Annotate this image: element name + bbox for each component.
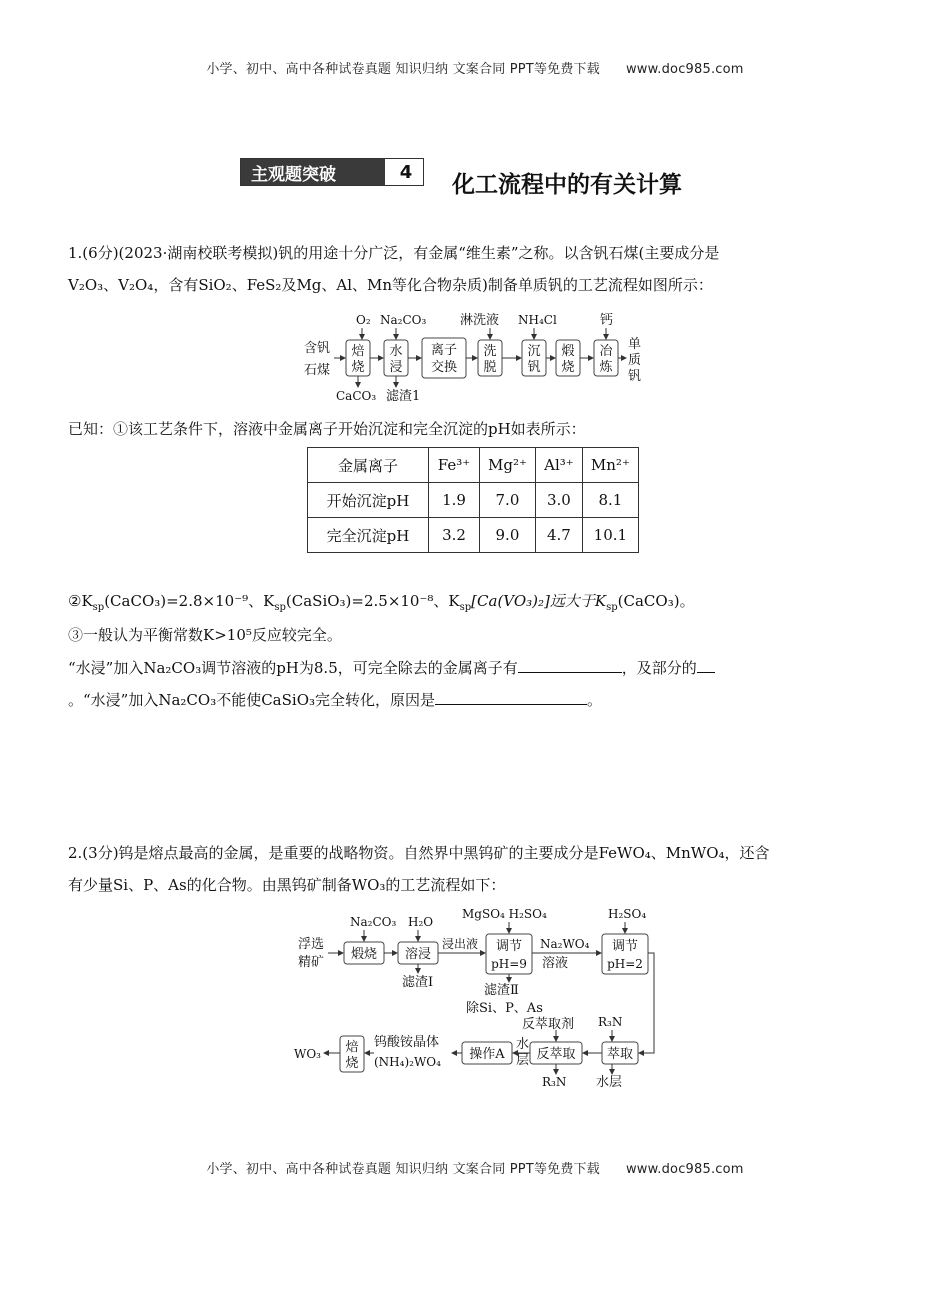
note2-sp: sp — [92, 602, 105, 613]
flow2-input-b: 精矿 — [298, 955, 325, 970]
table-header-row — [308, 448, 639, 483]
flow1-caco3: CaCO₃ — [336, 389, 377, 403]
flow2-water-a: 水 — [516, 1037, 530, 1052]
flow1-input-b: 石煤 — [304, 363, 331, 378]
q1-question-line1 — [68, 653, 888, 684]
table-row — [308, 518, 639, 553]
flow1-step1-b: 烧 — [351, 360, 365, 375]
table-cell: 开始沉淀pH — [308, 483, 429, 518]
flow1-step4-b: 脱 — [483, 360, 497, 375]
flow2-step-adj2b: pH=2 — [607, 957, 643, 971]
q1-question-d: 。 — [587, 691, 603, 709]
table-cell: 7.0 — [480, 483, 536, 518]
answer-blank-1[interactable] — [518, 658, 622, 673]
answer-blank-3[interactable] — [435, 690, 587, 705]
flow1-rinse: 淋洗液 — [460, 313, 500, 328]
table-cell: Mn²⁺ — [582, 448, 638, 483]
q1-question-line2 — [68, 685, 888, 716]
flow2-step-calcine: 煅烧 — [350, 947, 378, 962]
flow1-step6-b: 烧 — [561, 360, 575, 375]
flow1-step7-a: 冶 — [599, 344, 613, 359]
flow2-water-layer: 水层 — [596, 1075, 623, 1090]
flow2-step-adj1a: 调节 — [495, 939, 523, 954]
flow1-output-c: 钒 — [628, 369, 642, 384]
flow1-na2co3: Na₂CO₃ — [380, 313, 427, 327]
page-header — [0, 58, 950, 77]
note2-part-b: (CaCO₃)=2.8×10⁻⁹、K — [104, 592, 275, 610]
flow1-step7-b: 炼 — [599, 360, 613, 375]
note2-part-d: [Ca(VO₃)₂]远大于K — [471, 592, 607, 610]
page-footer — [0, 1158, 950, 1177]
flow2-input-a: 浮选 — [298, 937, 325, 952]
q1-line1: 1.(6分)(2023·湖南校联考模拟)钒的用途十分广泛，有金属“维生素”之称。以含钒石煤(主要成分是 — [68, 244, 720, 262]
q2-line2: 有少量Si、P、As的化合物。由黑钨矿制备WO₃的工艺流程如下： — [68, 876, 506, 894]
flow2-na2co3: Na₂CO₃ — [350, 915, 397, 929]
flow2-step-adj1b: pH=9 — [491, 957, 527, 971]
note2-part-a: ②K — [68, 592, 93, 610]
flow2-na2wo4: Na₂WO₄ — [540, 937, 590, 951]
flow2-back-agent: 反萃取剂 — [522, 1017, 575, 1032]
flow1-output-a: 单 — [628, 337, 642, 352]
q2-line1: 2.(3分)钨是熔点最高的金属，是重要的战略物资。自然界中黑钨矿的主要成分是FeWO₄、MnWO₄，还含 — [68, 844, 770, 862]
note2-part-e: (CaCO₃)。 — [617, 592, 695, 610]
q1-line2: V₂O₃、V₂O₄，含有SiO₂、FeS₂及Mg、Al、Mn等化合物杂质)制备单质钒的工艺流程如图所示： — [68, 276, 713, 294]
flow2-step-backextract: 反萃取 — [536, 1047, 576, 1062]
flow2-step-leach: 溶浸 — [404, 947, 432, 962]
header-text: 小学、初中、高中各种试卷真题 知识归纳 文案合同 PPT等免费下载 — [206, 62, 600, 77]
flow2-crystal: 钨酸铵晶体 — [374, 1035, 440, 1050]
flow1-residue1: 滤渣1 — [386, 389, 421, 404]
flow2-nh4wo4: (NH₄)₂WO₄ — [374, 1055, 441, 1069]
answer-blank-2[interactable] — [697, 658, 715, 673]
table-cell: 8.1 — [582, 483, 638, 518]
table-cell: 9.0 — [480, 518, 536, 553]
note2-part-c: (CaSiO₃)=2.5×10⁻⁸、K — [285, 592, 460, 610]
flow2-r3n-top: R₃N — [598, 1015, 623, 1029]
table-cell: Mg²⁺ — [480, 448, 536, 483]
badge-number: 4 — [389, 159, 423, 185]
section-title — [0, 158, 950, 198]
flow2-residue1: 滤渣Ⅰ — [402, 975, 434, 990]
table-cell: 4.7 — [535, 518, 582, 553]
flow1-step3-a: 离子 — [430, 343, 458, 358]
flow1-step2-b: 浸 — [389, 360, 403, 375]
table-cell: Al³⁺ — [535, 448, 582, 483]
flow2-solution: 溶液 — [542, 956, 569, 971]
flow1-step6-a: 煅 — [561, 344, 575, 359]
badge-label: 主观题突破 — [241, 159, 389, 185]
flow2-step-roast-a: 焙 — [345, 1040, 359, 1055]
q1-known-intro: 已知：①该工艺条件下，溶液中金属离子开始沉淀和完全沉淀的pH如表所示： — [68, 420, 586, 438]
flow1-step4-a: 洗 — [483, 344, 497, 359]
flow1-input-a: 含钒 — [304, 341, 331, 356]
table-cell: 金属离子 — [308, 448, 429, 483]
flow1-step2-a: 水 — [389, 344, 403, 359]
flow2-remove: 除Si、P、As — [466, 1001, 543, 1016]
flow2-step-op-a: 操作A — [469, 1047, 505, 1062]
flow2-h2so4: H₂SO₄ — [608, 907, 647, 921]
flow1-o2: O₂ — [356, 313, 371, 327]
table-row — [308, 483, 639, 518]
flow2-r3n-bottom: R₃N — [542, 1075, 567, 1089]
vanadium-flow-diagram — [300, 308, 650, 408]
table-cell: 1.9 — [429, 483, 480, 518]
flow1-step5-a: 沉 — [527, 344, 541, 359]
flow2-step-extract: 萃取 — [606, 1047, 634, 1062]
footer-site-link[interactable]: www.doc985.com — [625, 1162, 744, 1177]
flow2-residue2: 滤渣Ⅱ — [484, 983, 519, 998]
flow2-mgso4-h2so4: MgSO₄ H₂SO₄ — [462, 907, 547, 921]
footer-text: 小学、初中、高中各种试卷真题 知识归纳 文案合同 PPT等免费下载 — [206, 1162, 600, 1177]
flow1-nh4cl: NH₄Cl — [518, 313, 557, 327]
table-cell: 3.2 — [429, 518, 480, 553]
page-title: 化工流程中的有关计算 — [452, 172, 682, 198]
topic-badge — [240, 158, 424, 186]
q1-question-a: “水浸”加入Na₂CO₃调节溶液的pH为8.5，可完全除去的金属离子有 — [68, 659, 518, 677]
table-cell: 完全沉淀pH — [308, 518, 429, 553]
flow2-step-adj2a: 调节 — [611, 939, 639, 954]
flow1-output-b: 质 — [628, 353, 642, 368]
flow2-leachate: 浸出液 — [442, 937, 479, 951]
flow2-water-b: 层 — [516, 1053, 530, 1068]
table-cell: Fe³⁺ — [429, 448, 480, 483]
ion-ph-table — [307, 447, 639, 553]
tungsten-flow-diagram — [290, 902, 670, 1094]
flow1-step3-b: 交换 — [430, 360, 458, 375]
table-cell: 3.0 — [535, 483, 582, 518]
q1-question-c: 。“水浸”加入Na₂CO₃不能使CaSiO₃完全转化，原因是 — [68, 691, 436, 709]
q1-question-b: ，及部分的 — [621, 659, 697, 677]
table-cell: 10.1 — [582, 518, 638, 553]
flow2-step-roast-b: 烧 — [345, 1056, 359, 1071]
q1-note2: $②K_{sp}(CaCO_3)=2.8\times 10^{-9}$、$K_{sp}(CaSiO_3)=2.5\times 10^{-8}$、$K_{sp}[Ca(VO_3)_2]$远大于$K_{sp}(CaCO_3)$。 — [68, 592, 695, 613]
flow2-wo3: WO₃ — [294, 1047, 321, 1061]
flow1-calcium: 钙 — [600, 313, 614, 328]
flow1-step1-a: 焙 — [351, 344, 365, 359]
header-site-link[interactable]: www.doc985.com — [625, 62, 744, 77]
flow1-step5-b: 钒 — [527, 360, 541, 375]
q1-note3: ③一般认为平衡常数K>10⁵反应较完全。 — [68, 626, 342, 644]
flow2-h2o: H₂O — [408, 915, 434, 929]
